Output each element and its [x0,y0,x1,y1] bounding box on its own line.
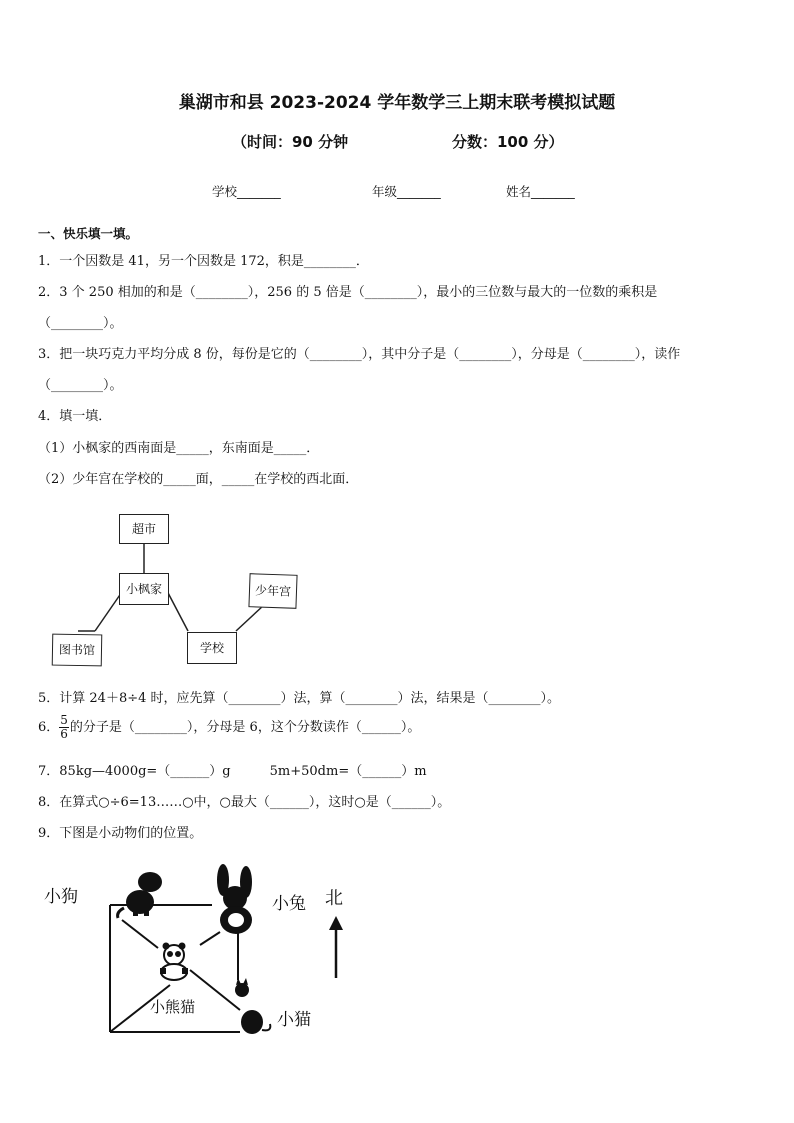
question-2-line1: 2．3 个 250 相加的和是（________），256 的 5 倍是（________），最小的三位数与最大的一位数的乘积是 [38,285,658,300]
name-field[interactable]: 姓名_______ [506,184,575,199]
animal-diagram-lines [40,860,370,1045]
fraction-numerator: 5 [60,713,68,727]
label-cat: 小猫 [277,1010,311,1030]
question-4: 4．填一填． [38,409,112,424]
question-8: 8．在算式○÷6=13……○中，○最大（______），这时○是（______）。 [38,795,451,810]
cat-icon [235,978,270,1034]
question-6-number: 6． [38,720,60,735]
question-3-line1: 3．把一块巧克力平均分成 8 份，每份是它的（________），其中分子是（________），分母是（________），读作 [38,347,681,362]
question-9: 9．下图是小动物们的位置。 [38,826,203,841]
label-dog: 小狗 [44,887,78,907]
question-4-part2: （2）少年宫在学校的_____面，_____在学校的西北面． [38,472,359,487]
question-3-line2: （________）。 [38,378,123,393]
fraction [59,714,69,741]
north-arrow-icon [329,916,343,978]
page-title: 巢湖市和县 2023-2024 学年数学三上期末联考模拟试题 [178,93,616,113]
question-1: 1．一个因数是 41，另一个因数是 172，积是________． [38,254,369,269]
exam-time: （时间：90 分钟 [232,133,349,151]
question-4-part1: （1）小枫家的西南面是_____，东南面是_____． [38,441,320,456]
school-field[interactable]: 学校_______ [212,184,281,199]
map-library: 图书馆 [52,634,103,667]
map-supermarket: 超市 [119,514,169,544]
map-home: 小枫家 [119,573,169,605]
question-6-text: 的分子是（________），分母是 6，这个分数读作（______）。 [69,720,421,735]
map-youth-palace: 少年宫 [248,573,297,609]
question-2-line2: （________）。 [38,316,123,331]
question-7: 7．85kg—4000g=（______）g 5m+50dm=（______）m [38,764,427,779]
exam-score: 分数：100 分） [452,133,564,151]
label-panda: 小熊猫 [150,998,196,1016]
rabbit-icon [217,864,252,934]
panda-icon [160,943,188,981]
section-heading: 一、快乐填一填。 [38,226,139,241]
label-rabbit: 小兔 [272,894,306,914]
label-north: 北 [325,888,343,909]
map-school: 学校 [187,632,237,664]
dog-icon [118,872,162,918]
fraction-denominator: 6 [60,727,68,741]
question-5: 5．计算 24＋8÷4 时，应先算（________）法，算（________）法，结果是（________）。 [38,691,561,706]
grade-field[interactable]: 年级_______ [372,184,441,199]
question-6 [38,714,420,741]
